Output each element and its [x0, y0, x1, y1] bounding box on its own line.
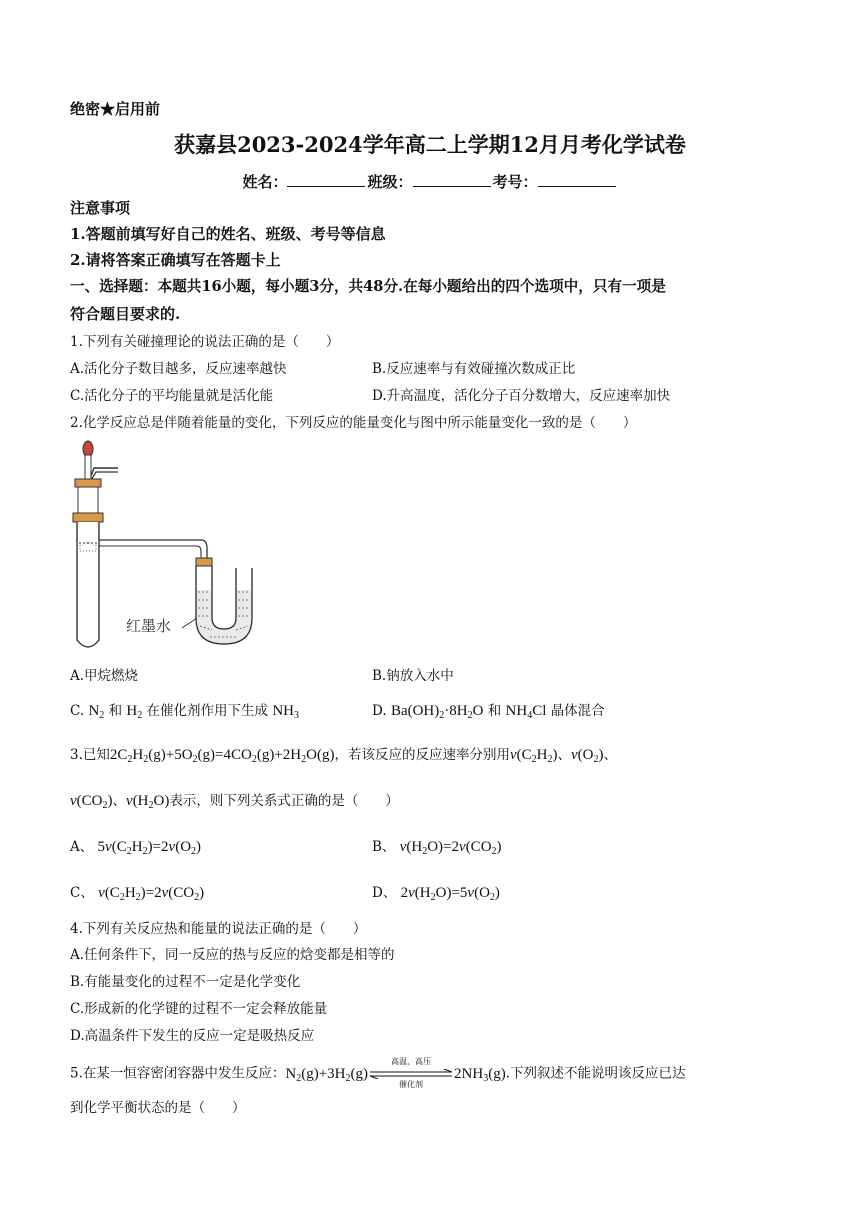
q5-post: .下列叙述不能说明该反应已达	[505, 1065, 686, 1082]
q2-d-and: 和	[487, 703, 502, 719]
q3-d-prefix: D、	[372, 885, 397, 901]
q4-option-d: D.高温条件下发生的反应一定是吸热反应	[70, 1028, 315, 1044]
q3-c-prefix: C、	[70, 885, 94, 901]
q2-option-c: C. $N_2$ 和 $H_2$ 在催化剂作用下生成 $NH_3$	[70, 703, 299, 721]
id-field[interactable]	[538, 172, 616, 187]
q2-c-and: 和	[108, 703, 123, 719]
q4-option-c: C.形成新的化学键的过程不一定会释放能量	[70, 1001, 328, 1017]
id-label: 考号：	[492, 173, 538, 191]
q5-cond-bottom: 催化剂	[399, 1080, 424, 1089]
q2-option-a: A.甲烷燃烧	[70, 668, 139, 684]
notice-heading: 注意事项	[70, 199, 131, 217]
equilibrium-arrow	[368, 1057, 454, 1089]
q2-c-prefix: C.	[70, 703, 85, 719]
name-label: 姓名：	[242, 173, 288, 191]
section-heading-cont: 符合题目要求的.	[70, 305, 181, 323]
q2-d-prefix: D.	[372, 703, 387, 719]
q3-option-d: D、 $2v(H_2O)=5v(O_2)$	[372, 885, 500, 903]
name-field[interactable]	[287, 172, 365, 187]
q3-option-c: C、 $v(C_2H_2)=2v(CO_2)$	[70, 885, 205, 903]
q2-d-text: 晶体混合	[550, 703, 605, 719]
q1-stem: 1.下列有关碰撞理论的说法正确的是（ ）	[70, 334, 340, 350]
q1-option-b: B.反应速率与有效碰撞次数成正比	[372, 361, 576, 377]
equilibrium-arrow-icon	[368, 1069, 454, 1079]
q3-prefix: 3.已知	[70, 747, 110, 763]
section-heading: 一、选择题：本题共16小题，每小题3分，共48分.在每小题给出的四个选项中，只有一项是	[70, 278, 666, 295]
q5-stem-cont: 到化学平衡状态的是（ ）	[70, 1100, 246, 1116]
q3-b-prefix: B、	[372, 839, 396, 855]
q1-option-c: C.活化分子的平均能量就是活化能	[70, 388, 274, 404]
q5-cond-top: 高温、高压	[391, 1057, 432, 1066]
q3-sep: 、	[112, 793, 127, 809]
q5-prefix: 5.在某一恒容密闭容器中发生反应：	[70, 1065, 286, 1082]
notice-item: 1.答题前填写好自己的姓名、班级、考号等信息	[70, 225, 386, 243]
notice-item: 2.请将答案正确填写在答题卡上	[70, 251, 281, 269]
q3-stem-cont: $v(CO_2)$、$v(H_2O)$表示，则下列关系式正确的是（ ）	[70, 793, 399, 811]
q2-stem: 2.化学反应总是伴随着能量的变化，下列反应的能量变化与图中所示能量变化一致的是（ ）	[70, 415, 637, 431]
q2-option-b: B.钠放入水中	[372, 668, 454, 684]
q4-option-a: A.任何条件下，同一反应的热与反应的焓变都是相等的	[70, 947, 395, 963]
class-field[interactable]	[413, 172, 491, 187]
q2-option-d: D. $Ba(OH)_2\cdot 8H_2O$ 和 $NH_4Cl$ 晶体混合	[372, 703, 605, 721]
q3-option-a: A、 $5v(C_2H_2)=2v(O_2)$	[70, 839, 202, 857]
q3-option-b: B、 $v(H_2O)=2v(CO_2)$	[372, 839, 502, 857]
secret-label: 绝密★启用前	[70, 100, 161, 118]
student-info-line	[0, 172, 860, 191]
q5-stem: 5.在某一恒容密闭容器中发生反应：$N_2(g)+3H_2(g)$ 高温、高压 催化剂 $2NH_3(g)$.下列叙述不能说明该反应已达	[70, 1057, 686, 1089]
q3-sep: 、	[603, 747, 617, 763]
q1-option-d: D.升高温度，活化分子百分数增大，反应速率加快	[372, 388, 671, 404]
q4-option-b: B.有能量变化的过程不一定是化学变化	[70, 974, 301, 990]
q2-c-text: 在催化剂作用下生成	[146, 703, 269, 719]
exam-title: 获嘉县2023-2024学年高二上学期12月月考化学试卷	[174, 132, 686, 157]
q3-sep: 、	[557, 747, 571, 763]
figure-label: 红墨水	[126, 617, 172, 635]
q3-a-prefix: A、	[70, 839, 94, 855]
q1-option-a: A.活化分子数目越多，反应速率越快	[70, 361, 287, 377]
q3-tail: 表示，则下列关系式正确的是（ ）	[169, 793, 399, 809]
q4-stem: 4.下列有关反应热和能量的说法正确的是（ ）	[70, 921, 367, 937]
q3-middle: ，若该反应的反应速率分别用	[334, 747, 510, 763]
q3-stem: 3.已知$2C_2H_2(g)+5O_2(g)=4CO_2(g)+2H_2O(g)$，若该反应的反应速率分别用$v(C_2H_2)$、$v(O_2)$、	[70, 747, 617, 765]
class-label: 班级：	[367, 173, 413, 191]
